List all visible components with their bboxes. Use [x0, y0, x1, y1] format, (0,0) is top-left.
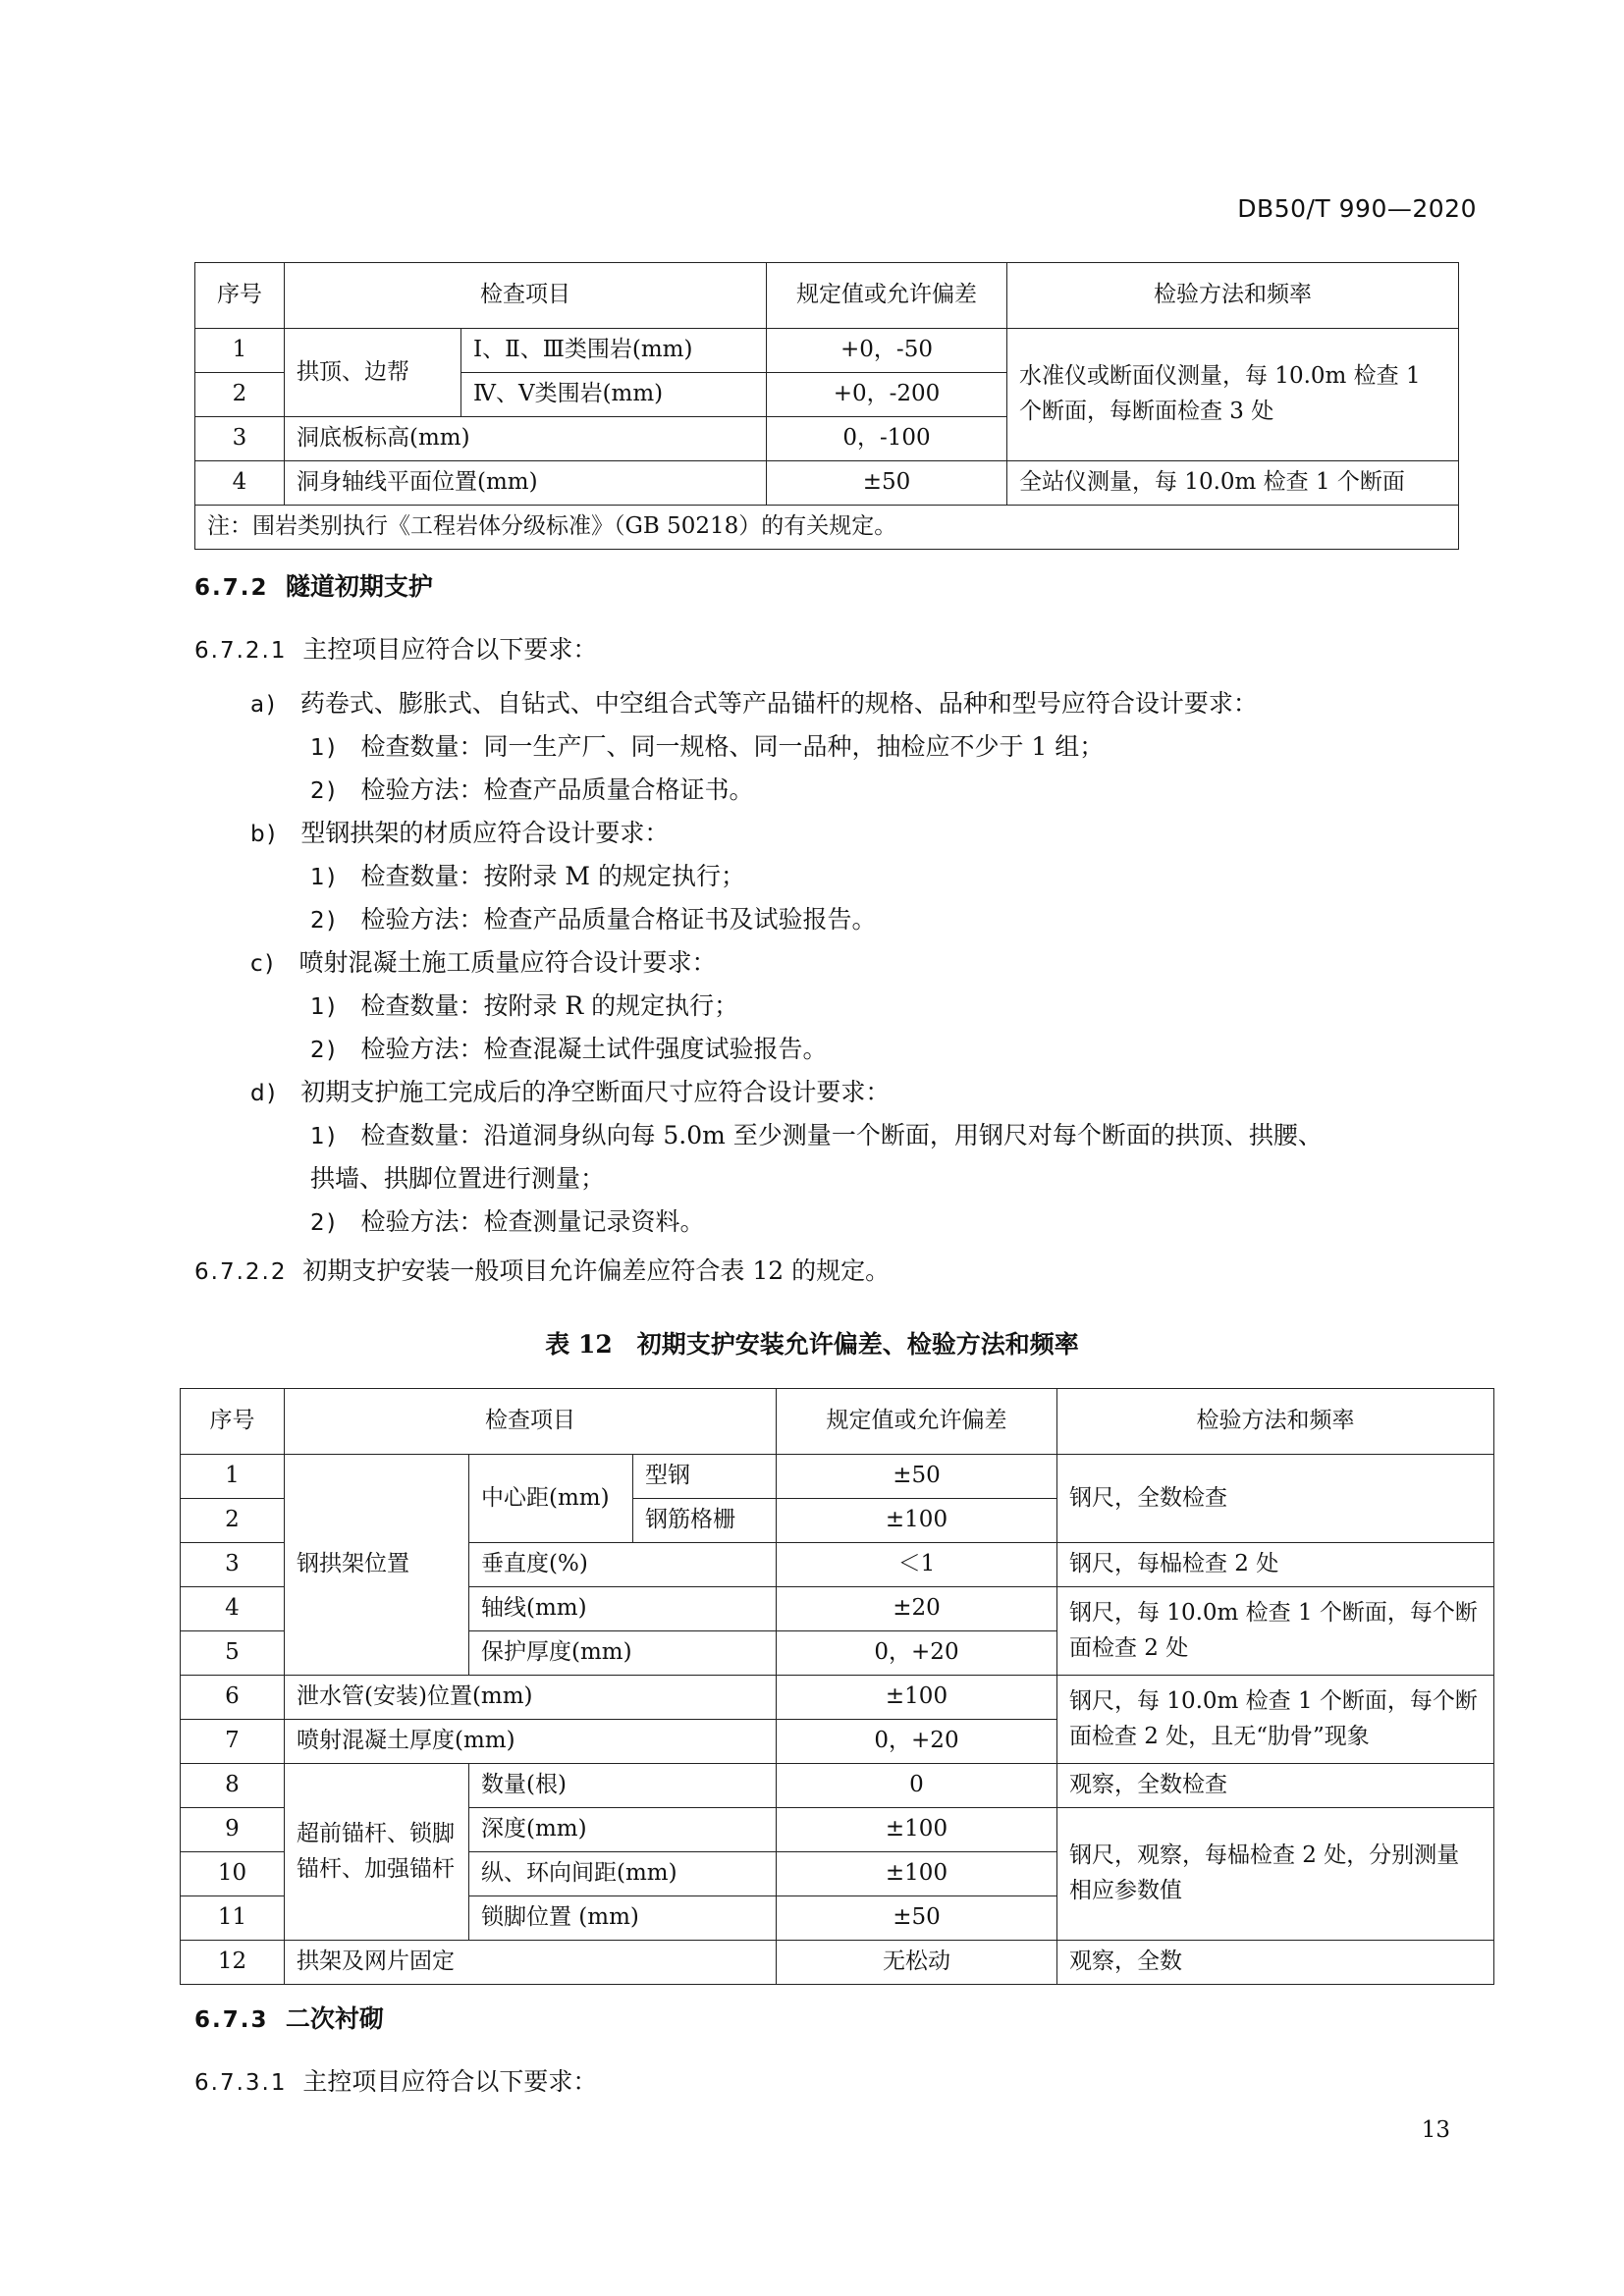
clause-text: 主控项目应符合以下要求： [302, 2067, 598, 2096]
list-text: 型钢拱架的材质应符合设计要求： [300, 819, 670, 847]
group-cell: 钢拱架位置 [285, 1455, 469, 1676]
header-cell: 检验方法和频率 [1057, 1389, 1494, 1455]
list-label: a) [250, 692, 278, 718]
method-cell: 全站仪测量，每 10.0m 检查 1 个断面 [1007, 461, 1459, 506]
list-item-a [250, 684, 1258, 720]
item-cell: 纵、环向间距(mm) [469, 1852, 777, 1896]
row-number: 10 [181, 1852, 285, 1896]
sub-label: 2) [310, 1210, 338, 1236]
list-item-d [250, 1073, 890, 1108]
item-cell: 洞底板标高(mm) [285, 417, 767, 461]
list-text: 初期支护施工完成后的净空断面尺寸应符合设计要求： [300, 1078, 891, 1106]
sub-item [310, 857, 745, 892]
header-cell: 检查项目 [285, 263, 767, 329]
clause-number: 6.7.2.2 [194, 1259, 288, 1285]
table-note: 注：围岩类别执行《工程岩体分级标准》（GB 50218）的有关规定。 [195, 506, 1459, 550]
clause-6-7-2-2 [194, 1252, 890, 1287]
method-cell: 钢尺，每榀检查 2 处 [1057, 1543, 1494, 1587]
item-cell: 型钢 [633, 1455, 777, 1499]
value-cell: ±50 [777, 1896, 1057, 1941]
clause-number: 6.7.2.1 [194, 638, 288, 664]
value-cell: 0，+20 [777, 1631, 1057, 1676]
clause-6-7-3-1 [194, 2062, 597, 2098]
sub-label: 1) [310, 735, 338, 761]
row-number: 1 [195, 329, 285, 373]
sub-text: 检查数量：按附录 M 的规定执行； [360, 862, 745, 890]
sub-label: 2) [310, 908, 338, 934]
row-number: 4 [195, 461, 285, 506]
method-cell: 钢尺，观察，每榀检查 2 处，分别测量相应参数值 [1057, 1808, 1494, 1941]
sub-item-continuation: 拱墙、拱脚位置进行测量； [310, 1164, 606, 1193]
row-number: 11 [181, 1896, 285, 1941]
value-cell: +0，-200 [767, 373, 1007, 417]
value-cell: 无松动 [777, 1941, 1057, 1985]
item-cell: 深度(mm) [469, 1808, 777, 1852]
value-cell: ±100 [777, 1676, 1057, 1720]
value-cell: ±50 [777, 1455, 1057, 1499]
row-number: 4 [181, 1587, 285, 1631]
section-title: 二次衬砌 [285, 2004, 384, 2033]
tolerance-table-top [194, 262, 1459, 550]
sub-item [310, 987, 738, 1022]
sub-item [310, 1202, 704, 1238]
sub-label: 1) [310, 1124, 338, 1149]
sub-item [310, 900, 876, 935]
value-cell: +0，-50 [767, 329, 1007, 373]
row-number: 3 [195, 417, 285, 461]
list-label: d) [250, 1081, 278, 1106]
group-cell: 超前锚杆、锁脚锚杆、加强锚杆 [285, 1764, 469, 1941]
document-code: DB50/T 990—2020 [1237, 194, 1477, 223]
list-item-c [250, 943, 716, 979]
value-cell: ＜1 [777, 1543, 1057, 1587]
value-cell: 0，+20 [777, 1720, 1057, 1764]
item-cell: 泄水管(安装)位置(mm) [285, 1676, 777, 1720]
header-cell: 序号 [181, 1389, 285, 1455]
method-cell: 观察，全数 [1057, 1941, 1494, 1985]
section-heading-6-7-3 [194, 2000, 384, 2035]
item-cell: 数量(根) [469, 1764, 777, 1808]
item-cell: 洞身轴线平面位置(mm) [285, 461, 767, 506]
clause-text: 初期支护安装一般项目允许偏差应符合表 12 的规定。 [302, 1256, 891, 1285]
item-cell: 轴线(mm) [469, 1587, 777, 1631]
sub-text: 检验方法：检查测量记录资料。 [360, 1207, 705, 1236]
row-number: 12 [181, 1941, 285, 1985]
clause-number: 6.7.3.1 [194, 2070, 288, 2096]
list-text: 喷射混凝土施工质量应符合设计要求： [298, 948, 717, 977]
sub-label: 2) [310, 1038, 338, 1063]
clause-6-7-2-1 [194, 630, 597, 666]
row-number: 2 [195, 373, 285, 417]
method-cell: 钢尺，每 10.0m 检查 1 个断面，每个断面检查 2 处 [1057, 1587, 1494, 1676]
list-text: 药卷式、膨胀式、自钻式、中空组合式等产品锚杆的规格、品种和型号应符合设计要求： [299, 689, 1258, 718]
sub-text: 检查数量：同一生产厂、同一规格、同一品种，抽检应不少于 1 组； [360, 732, 1105, 761]
table-12 [180, 1388, 1494, 1985]
row-number: 1 [181, 1455, 285, 1499]
value-cell: ±50 [767, 461, 1007, 506]
sub-text: 检验方法：检查产品质量合格证书及试验报告。 [360, 905, 877, 934]
sub-item [310, 1116, 1323, 1151]
item-cell: 钢筋格栅 [633, 1499, 777, 1543]
value-cell: ±100 [777, 1852, 1057, 1896]
item-cell: 垂直度(%) [469, 1543, 777, 1587]
row-number: 6 [181, 1676, 285, 1720]
sub-item [310, 1030, 827, 1065]
item-cell: 拱架及网片固定 [285, 1941, 777, 1985]
row-number: 3 [181, 1543, 285, 1587]
method-cell: 钢尺，每 10.0m 检查 1 个断面，每个断面检查 2 处，且无“肋骨”现象 [1057, 1676, 1494, 1764]
list-label: b) [250, 822, 278, 847]
table-caption: 表 12 初期支护安装允许偏差、检验方法和频率 [545, 1330, 1079, 1359]
row-number: 7 [181, 1720, 285, 1764]
item-cell: 喷射混凝土厚度(mm) [285, 1720, 777, 1764]
sub-text: 检验方法：检查混凝土试件强度试验报告。 [360, 1035, 828, 1063]
section-number: 6.7.3 [194, 2007, 269, 2033]
sub-label: 1) [310, 994, 338, 1020]
sub-label: 2) [310, 778, 338, 804]
item-cell: 锁脚位置 (mm) [469, 1896, 777, 1941]
clause-text: 主控项目应符合以下要求： [302, 635, 598, 664]
sub-item [310, 771, 753, 806]
sub-text: 检查数量：按附录 R 的规定执行； [360, 991, 739, 1020]
group-cell: 拱顶、边帮 [285, 329, 461, 417]
value-cell: 0，-100 [767, 417, 1007, 461]
page-number: 13 [1421, 2117, 1450, 2143]
sub-text: 检查数量：沿道洞身纵向每 5.0m 至少测量一个断面，用钢尺对每个断面的拱顶、拱腰、 [360, 1121, 1323, 1149]
list-label: c) [250, 951, 276, 977]
sub-label: 1) [310, 865, 338, 890]
method-cell: 钢尺，全数检查 [1057, 1455, 1494, 1543]
header-cell: 检查项目 [285, 1389, 777, 1455]
sub-item [310, 727, 1104, 763]
section-number: 6.7.2 [194, 575, 269, 601]
value-cell: ±100 [777, 1808, 1057, 1852]
sub-group-cell: 中心距(mm) [469, 1455, 633, 1543]
header-cell: 规定值或允许偏差 [777, 1389, 1057, 1455]
row-number: 2 [181, 1499, 285, 1543]
value-cell: ±20 [777, 1587, 1057, 1631]
item-cell: 保护厚度(mm) [469, 1631, 777, 1676]
value-cell: ±100 [777, 1499, 1057, 1543]
section-title: 隧道初期支护 [285, 572, 433, 601]
sub-text: 检验方法：检查产品质量合格证书。 [360, 775, 754, 804]
row-number: 9 [181, 1808, 285, 1852]
value-cell: 0 [777, 1764, 1057, 1808]
section-heading-6-7-2 [194, 567, 433, 603]
method-cell: 观察，全数检查 [1057, 1764, 1494, 1808]
header-cell: 规定值或允许偏差 [767, 263, 1007, 329]
row-number: 5 [181, 1631, 285, 1676]
item-cell: Ⅰ、Ⅱ、Ⅲ类围岩(mm) [461, 329, 767, 373]
header-cell: 序号 [195, 263, 285, 329]
item-cell: Ⅳ、Ⅴ类围岩(mm) [461, 373, 767, 417]
row-number: 8 [181, 1764, 285, 1808]
header-cell: 检验方法和频率 [1007, 263, 1459, 329]
method-cell: 水准仪或断面仪测量，每 10.0m 检查 1 个断面，每断面检查 3 处 [1007, 329, 1459, 461]
list-item-b [250, 814, 669, 849]
